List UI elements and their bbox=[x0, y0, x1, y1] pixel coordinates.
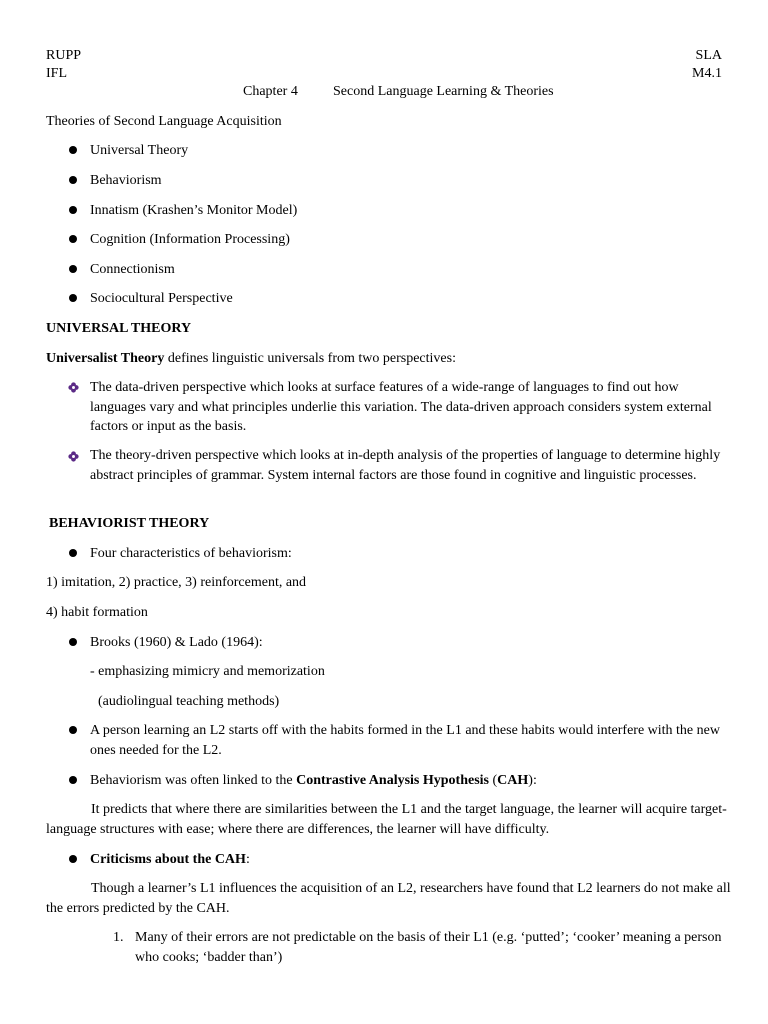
data-driven-point: The data-driven perspective which looks at surface features of a wide-range of languages to find out how languages vary and what principles underlie this variation. The data-driven approach considers system external factors or input as the basis. bbox=[90, 380, 712, 434]
header-institution: RUPP bbox=[46, 48, 82, 63]
cah-paren-open: ( bbox=[489, 773, 498, 788]
criticisms-paragraph: Though a learner’s L1 influences the acquisition of an L2, researchers have found that L2 learners do not make all the errors predicted by the CAH. bbox=[46, 881, 731, 916]
bullet-icon bbox=[69, 549, 77, 557]
brooks-sub-1: - emphasizing mimicry and memorization bbox=[90, 664, 325, 679]
theory-item: Innatism (Krashen’s Monitor Model) bbox=[90, 203, 298, 218]
chapter-number: Chapter 4 bbox=[243, 84, 298, 99]
bullet-icon bbox=[69, 638, 77, 646]
flower-bullet-icon bbox=[68, 451, 79, 462]
numbered-item-text: Many of their errors are not predictable on the basis of their L1 (e.g. ‘putted’; ‘cooker’ meaning a person who cooks; ‘badder than’) bbox=[135, 930, 722, 965]
bullet-icon bbox=[69, 146, 77, 154]
header-module: M4.1 bbox=[692, 66, 722, 81]
characteristics-line-1: 1) imitation, 2) practice, 3) reinforcement, and bbox=[46, 575, 307, 590]
cah-paragraph: It predicts that where there are similarities between the L1 and the target language, the learner will acquire target-language structures with ease; where there are differences, the learner will have difficulty. bbox=[46, 802, 727, 837]
theory-item: Connectionism bbox=[90, 262, 175, 277]
l1-habits-point: A person learning an L2 starts off with the habits formed in the L1 and these habits would interfere with the new ones needed for the L2. bbox=[90, 723, 720, 758]
bullet-icon bbox=[69, 176, 77, 184]
theory-item: Behaviorism bbox=[90, 173, 162, 188]
theory-item: Sociocultural Perspective bbox=[90, 291, 233, 306]
cah-point bbox=[90, 772, 537, 789]
brooks-sub-2: (audiolingual teaching methods) bbox=[98, 694, 280, 709]
bullet-icon bbox=[69, 235, 77, 243]
universal-lead bbox=[46, 350, 456, 367]
bullet-icon bbox=[69, 206, 77, 214]
characteristics-line-2: 4) habit formation bbox=[46, 605, 148, 620]
characteristics-label: Four characteristics of behaviorism: bbox=[90, 546, 292, 561]
flower-bullet-icon bbox=[68, 382, 79, 393]
bullet-icon bbox=[69, 855, 77, 863]
criticisms-colon: : bbox=[245, 852, 250, 867]
cah-abbr: CAH bbox=[497, 773, 529, 788]
theory-driven-point: The theory-driven perspective which looks at in-depth analysis of the properties of language to determine highly abstract principles of grammar. System internal factors are those found in cognitive and linguistic processes. bbox=[90, 448, 721, 483]
cah-prefix: Behaviorism was often linked to the bbox=[90, 773, 297, 788]
header-department: IFL bbox=[46, 66, 67, 81]
theories-heading: Theories of Second Language Acquisition bbox=[46, 114, 282, 129]
universal-lead-bold: Universalist Theory bbox=[46, 351, 165, 366]
cah-paren-close: ): bbox=[528, 773, 537, 788]
behaviorist-heading: BEHAVIORIST THEORY bbox=[49, 516, 210, 531]
universal-heading: UNIVERSAL THEORY bbox=[46, 321, 192, 336]
bullet-icon bbox=[69, 294, 77, 302]
theory-item: Universal Theory bbox=[90, 143, 189, 158]
criticisms-point bbox=[90, 851, 250, 868]
brooks-lado: Brooks (1960) & Lado (1964): bbox=[90, 635, 263, 650]
bullet-icon bbox=[69, 776, 77, 784]
bullet-icon bbox=[69, 265, 77, 273]
header-course: SLA bbox=[695, 48, 722, 63]
bullet-icon bbox=[69, 726, 77, 734]
cah-term: Contrastive Analysis Hypothesis bbox=[296, 773, 489, 788]
universal-lead-text: defines linguistic universals from two perspectives: bbox=[164, 351, 456, 366]
theory-item: Cognition (Information Processing) bbox=[90, 232, 290, 247]
criticisms-label: Criticisms about the CAH bbox=[90, 852, 246, 867]
chapter-title: Second Language Learning & Theories bbox=[333, 84, 554, 99]
numbered-item-number: 1. bbox=[113, 930, 124, 945]
